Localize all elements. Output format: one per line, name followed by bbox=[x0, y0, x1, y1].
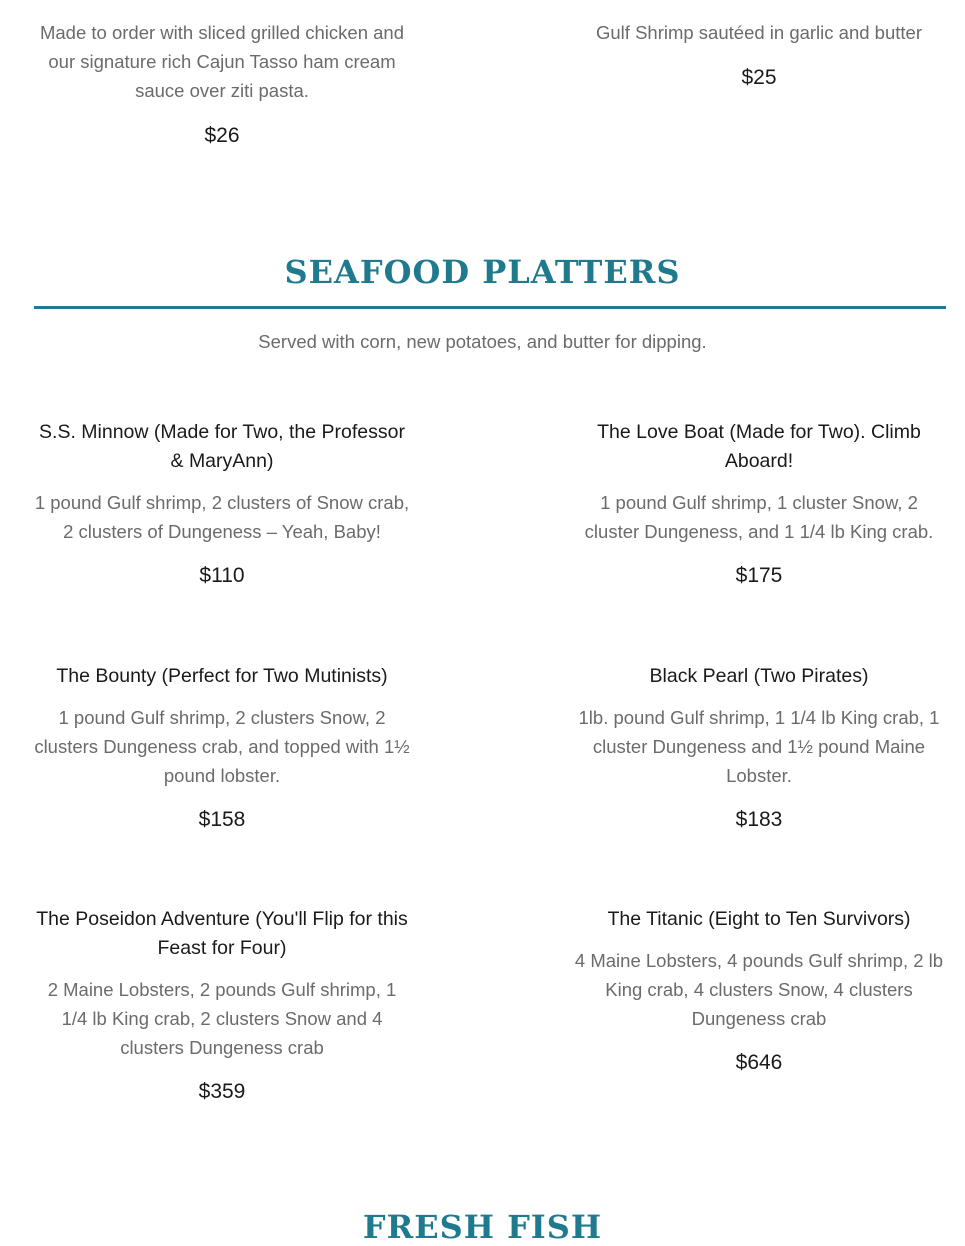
section-title-fresh-fish: FRESH FISH bbox=[362, 1208, 603, 1246]
item-name: Black Pearl (Two Pirates) bbox=[649, 665, 869, 687]
item-price: $646 bbox=[735, 1051, 783, 1074]
item-description: Gulf Shrimp sautéed in garlic and butter bbox=[596, 22, 922, 43]
menu-item-garlic-shrimp bbox=[572, 18, 946, 92]
menu-item-pasta bbox=[34, 18, 410, 150]
item-description: 1 pound Gulf shrimp, 2 clusters of Snow crab, 2 clusters of Dungeness – Yeah, Baby! bbox=[34, 492, 410, 542]
item-price: $26 bbox=[204, 124, 240, 147]
item-price: $175 bbox=[735, 564, 783, 587]
item-price: $25 bbox=[741, 66, 777, 89]
item-price: $359 bbox=[198, 1080, 246, 1103]
menu-item-titanic bbox=[572, 905, 946, 1077]
item-description: Made to order with sliced grilled chicken and our signature rich Cajun Tasso ham cream sauce over ziti pasta. bbox=[39, 22, 405, 101]
item-description: 4 Maine Lobsters, 4 pounds Gulf shrimp, 2 lb King crab, 4 clusters Snow, 4 clusters Dungeness crab bbox=[574, 950, 944, 1029]
menu-item-black-pearl bbox=[572, 662, 946, 834]
item-price: $183 bbox=[735, 808, 783, 831]
item-name: The Bounty (Perfect for Two Mutinists) bbox=[56, 665, 388, 687]
item-description: 1 pound Gulf shrimp, 2 clusters Snow, 2 clusters Dungeness crab, and topped with 1½ pound lobster. bbox=[34, 707, 410, 786]
item-name: S.S. Minnow (Made for Two, the Professor & MaryAnn) bbox=[39, 421, 405, 472]
item-description: 2 Maine Lobsters, 2 pounds Gulf shrimp, 1 1/4 lb King crab, 2 clusters Snow and 4 clusters Dungeness crab bbox=[47, 979, 397, 1058]
section-subtitle: Served with corn, new potatoes, and butter for dipping. bbox=[258, 331, 707, 352]
item-name: The Titanic (Eight to Ten Survivors) bbox=[607, 908, 911, 930]
item-price: $158 bbox=[198, 808, 246, 831]
menu-item-love-boat bbox=[572, 418, 946, 590]
menu-item-poseidon-adventure bbox=[34, 905, 410, 1106]
section-divider bbox=[34, 306, 946, 309]
item-name: The Love Boat (Made for Two). Climb Aboard! bbox=[597, 421, 921, 472]
item-name: The Poseidon Adventure (You'll Flip for this Feast for Four) bbox=[36, 908, 408, 959]
item-price: $110 bbox=[199, 564, 245, 587]
item-description: 1lb. pound Gulf shrimp, 1 1/4 lb King crab, 1 cluster Dungeness and 1½ pound Maine Lobster. bbox=[578, 707, 940, 786]
item-description: 1 pound Gulf shrimp, 1 cluster Snow, 2 cluster Dungeness, and 1 1/4 lb King crab. bbox=[584, 492, 934, 542]
menu-item-bounty bbox=[34, 662, 410, 834]
section-title-seafood-platters: SEAFOOD PLATTERS bbox=[284, 253, 681, 291]
menu-item-ss-minnow bbox=[34, 418, 410, 590]
